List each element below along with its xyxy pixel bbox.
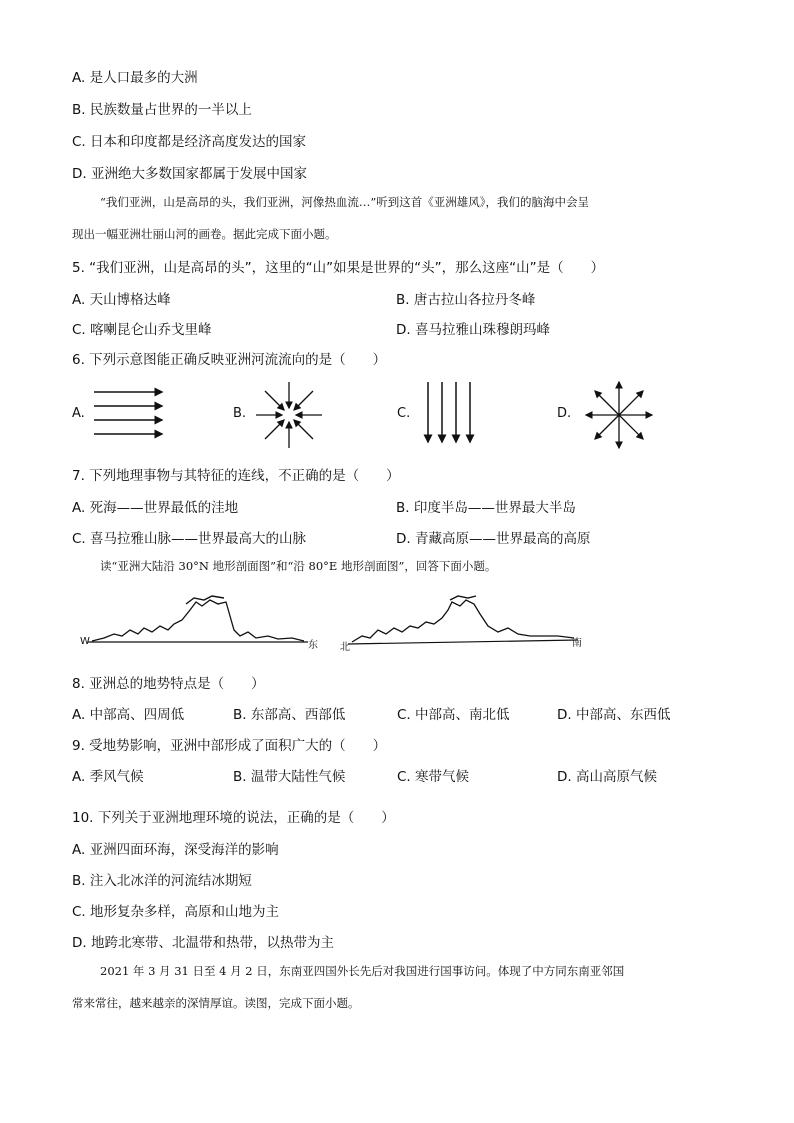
profile-30n-diagram — [78, 592, 318, 652]
q10-option-b: B. 注入北冰洋的河流结冰期短 — [72, 873, 252, 889]
profile-80e-start-label: 北 — [340, 642, 350, 653]
q4-option-a: A. 是人口最多的大洲 — [72, 70, 198, 86]
q10-option-a: A. 亚洲四面环海，深受海洋的影响 — [72, 842, 279, 858]
q6-label-a: A. — [72, 406, 85, 421]
intro-asean-line1: 2021 年 3 月 31 日至 4 月 2 日，东南亚四国外长先后对我国进行国事访问。体现了中方同东南亚邻国 — [100, 964, 625, 978]
q5-option-a: A. 天山博格达峰 — [72, 292, 171, 308]
q7-stem: 7. 下列地理事物与其特征的连线，不正确的是（ ） — [72, 468, 400, 484]
q8-option-d: D. 中部高、东西低 — [557, 707, 671, 723]
q6-stem: 6. 下列示意图能正确反映亚洲河流流向的是（ ） — [72, 352, 387, 368]
intro-asean-line2: 常来常往，越来越亲的深情厚谊。读图，完成下面小题。 — [72, 996, 360, 1010]
q10-stem: 10. 下列关于亚洲地理环境的说法，正确的是（ ） — [72, 810, 395, 826]
q5-stem: 5. “我们亚洲，山是高昂的头”，这里的“山”如果是世界的“头”，那么这座“山”是（ ） — [72, 260, 605, 276]
q10-option-d: D. 地跨北寒带、北温带和热带，以热带为主 — [72, 935, 334, 951]
q8-option-b: B. 东部高、西部低 — [233, 707, 346, 723]
diagram-a-parallel-east-arrows — [92, 386, 172, 446]
q9-option-c: C. 寒带气候 — [397, 769, 470, 785]
profile-80e-end-label: 南 — [572, 638, 582, 649]
q8-stem: 8. 亚洲总的地势特点是（ ） — [72, 676, 265, 692]
profile-30n-start-label: W — [80, 636, 90, 647]
q5-option-d: D. 喜马拉雅山珠穆朗玛峰 — [396, 322, 550, 338]
diagram-c-parallel-south-arrows — [420, 380, 480, 450]
diagram-b-converging-arrows — [254, 380, 324, 450]
q5-option-c: C. 喀喇昆仑山乔戈里峰 — [72, 322, 212, 338]
q9-option-a: A. 季风气候 — [72, 769, 144, 785]
intro-profile: 读“亚洲大陆沿 30°N 地形剖面图”和“沿 80°E 地形剖面图”，回答下面小题。 — [100, 559, 497, 573]
q9-option-b: B. 温带大陆性气候 — [233, 769, 346, 785]
profile-30n-end-label: 东 — [308, 640, 318, 651]
q6-label-d: D. — [557, 406, 572, 421]
q4-option-b: B. 民族数量占世界的一半以上 — [72, 102, 252, 118]
q8-option-a: A. 中部高、四周低 — [72, 707, 185, 723]
intro-song-line1: “我们亚洲，山是高昂的头，我们亚洲，河像热血流…”听到这首《亚洲雄风》，我们的脑海中会呈 — [100, 195, 590, 209]
q7-option-d: D. 青藏高原——世界最高的高原 — [396, 531, 591, 547]
diagram-d-radiating-arrows — [584, 380, 654, 450]
q5-option-b: B. 唐古拉山各拉丹冬峰 — [396, 292, 536, 308]
q7-option-a: A. 死海——世界最低的洼地 — [72, 500, 239, 516]
q9-option-d: D. 高山高原气候 — [557, 769, 657, 785]
q8-option-c: C. 中部高、南北低 — [397, 707, 510, 723]
q7-option-c: C. 喜马拉雅山脉——世界最高大的山脉 — [72, 531, 307, 547]
q7-option-b: B. 印度半岛——世界最大半岛 — [396, 500, 576, 516]
q4-option-c: C. 日本和印度都是经济高度发达的国家 — [72, 134, 307, 150]
q10-option-c: C. 地形复杂多样，高原和山地为主 — [72, 904, 280, 920]
q6-label-b: B. — [233, 406, 247, 421]
profile-80e-diagram — [338, 592, 588, 652]
q6-label-c: C. — [397, 406, 411, 421]
q4-option-d: D. 亚洲绝大多数国家都属于发展中国家 — [72, 166, 307, 182]
intro-song-line2: 现出一幅亚洲壮丽山河的画卷。据此完成下面小题。 — [72, 227, 337, 241]
q9-stem: 9. 受地势影响，亚洲中部形成了面积广大的（ ） — [72, 738, 387, 754]
